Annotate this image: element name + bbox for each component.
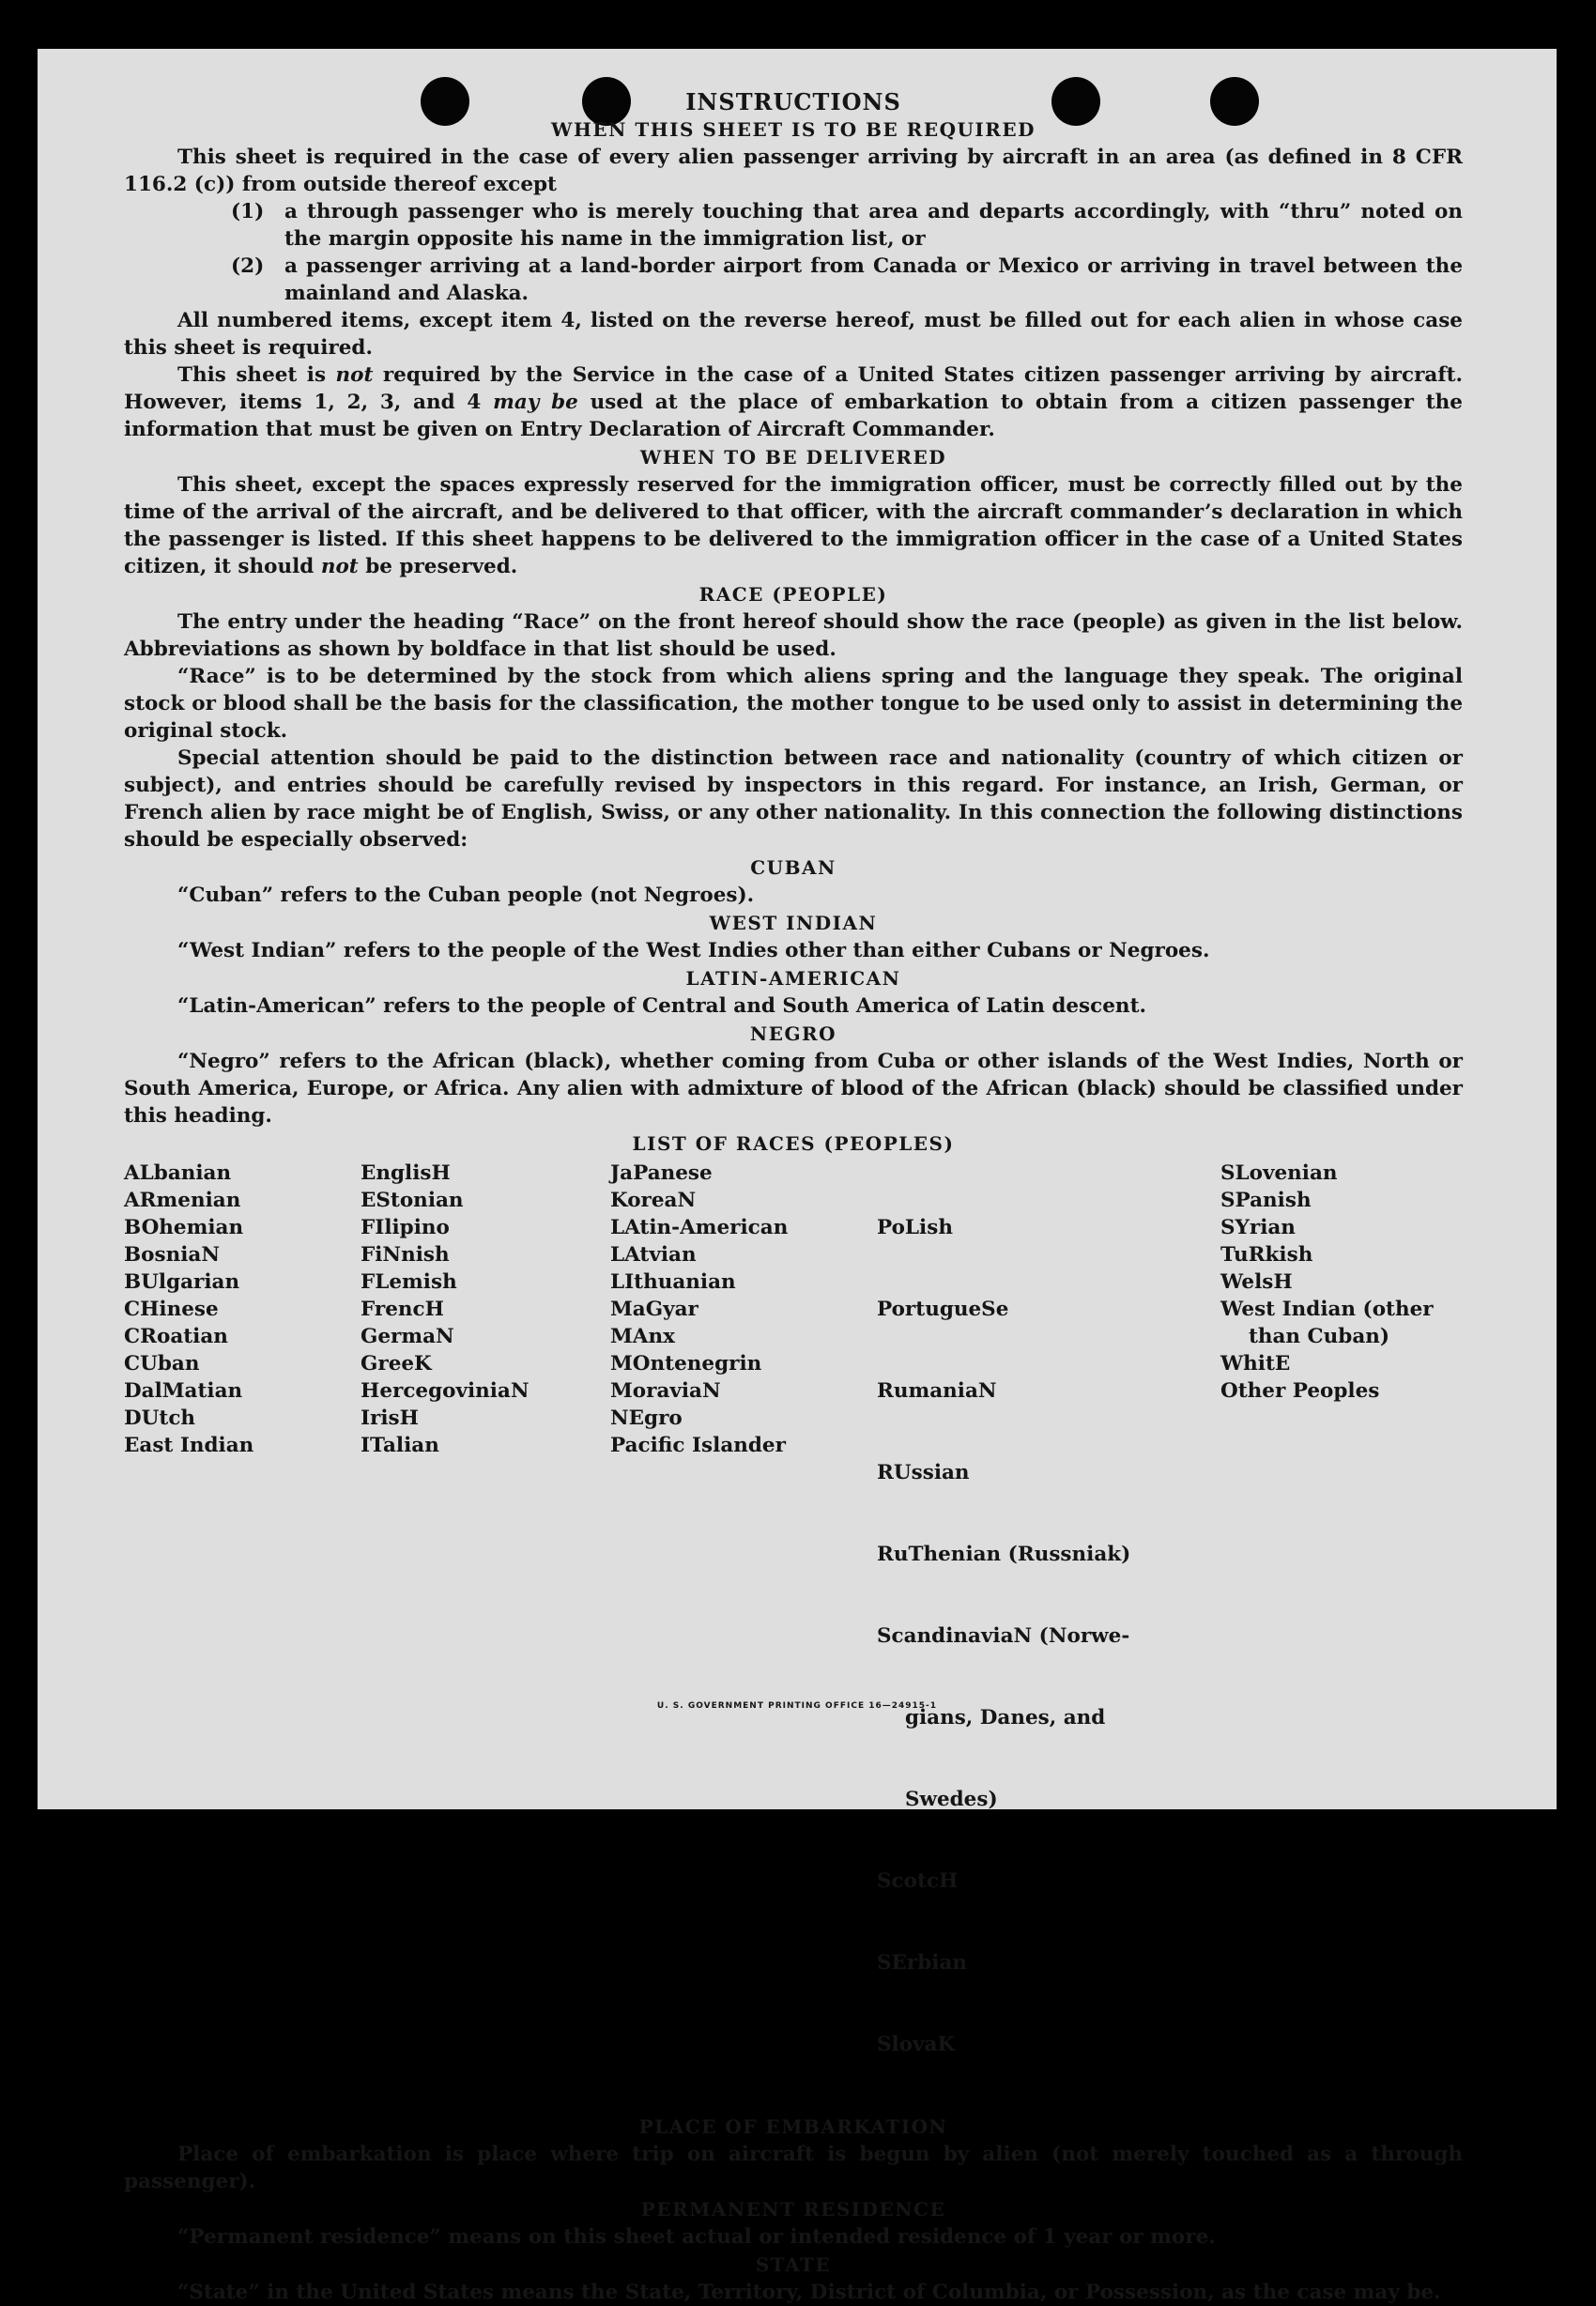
race-entry: TuRkish — [1220, 1243, 1313, 1267]
race-column — [877, 1160, 1220, 2113]
race-entry: FiNnish — [361, 1243, 450, 1267]
race-entry: CUban — [124, 1352, 200, 1376]
race-entry: RuThenian (Russniak) — [877, 1543, 1131, 1566]
paragraph: All numbered items, except item 4, listed on the reverse hereof, must be filled out for each alien in whose case this sheet is required. — [124, 309, 1463, 360]
race-entry: LAtvian — [610, 1243, 697, 1267]
paragraph: Special attention should be paid to the distinction between race and nationality (country of which citizen or subject), and entries should be carefully revised by inspectors in this regard. For instance, an Irish, German, or French alien by race might be of English, Swiss, or any other nationality. In this connection the following distinctions should be especially observed: — [124, 746, 1463, 852]
race-column — [361, 1160, 610, 2113]
paragraph: This sheet, except the spaces expressly reserved for the immigration officer, must be correctly filled out by the time of the arrival of the aircraft, and be delivered to that officer, with the aircraft commander’s declaration in which the passenger is listed. If this sheet happens to be delivered to the immigration officer in the case of a United States citizen, it should not be preserved. — [124, 473, 1463, 578]
race-entry: ITalian — [361, 1434, 439, 1457]
race-entry: West Indian (other — [1220, 1298, 1434, 1321]
paragraph: “West Indian” refers to the people of the West Indies other than either Cubans or Negroes. — [177, 939, 1210, 962]
race-entry: MoraviaN — [610, 1379, 721, 1403]
race-entry: EnglisH — [361, 1161, 451, 1185]
race-entry: SPanish — [1220, 1189, 1312, 1212]
race-entry: ARmenian — [124, 1189, 241, 1212]
paragraph: “Cuban” refers to the Cuban people (not Negroes). — [177, 884, 755, 907]
race-entry: RUssian — [877, 1461, 970, 1484]
section-title-delivered: WHEN TO BE DELIVERED — [639, 446, 947, 469]
document-sheet — [38, 49, 1557, 2304]
section-title-west-indian: WEST INDIAN — [709, 912, 878, 934]
race-entry: FIlipino — [361, 1216, 450, 1239]
race-entry: ScandinaviaN (Norwe- — [877, 1624, 1130, 1648]
race-column — [124, 1160, 361, 2113]
paragraph: “Negro” refers to the African (black), whether coming from Cuba or other islands of the West Indies, North or South America, Europe, or Africa. Any alien with admixture of blood of the African (black) should be classified under this heading. — [124, 1050, 1463, 1128]
paragraph: “Latin-American” refers to the people of Central and South America of Latin descent. — [177, 994, 1146, 1018]
page-heading: INSTRUCTIONS — [685, 88, 901, 115]
paragraph: Place of embarkation is place where trip on aircraft is begun by alien (not merely touched as a through passenger). — [124, 2143, 1463, 2193]
paragraph: The entry under the heading “Race” on the front hereof should show the race (people) as given in the list below. Abbreviations as shown by boldface in that list should be used. — [124, 610, 1463, 661]
race-entry: HercegoviniaN — [361, 1379, 529, 1403]
race-entry: CHinese — [124, 1298, 219, 1321]
race-column — [610, 1160, 877, 2113]
race-entry: Swedes) — [877, 1788, 998, 1811]
race-entry: DalMatian — [124, 1379, 243, 1403]
item-number: (2) — [231, 254, 265, 278]
race-entry: WelsH — [1220, 1270, 1293, 1294]
race-entry: DUtch — [124, 1407, 196, 1430]
race-entry: SErbian — [877, 1951, 968, 1975]
race-entry: SYrian — [1220, 1216, 1296, 1239]
race-entry: MAnx — [610, 1325, 675, 1348]
race-entry: East Indian — [124, 1434, 254, 1457]
race-list — [124, 1160, 1463, 2113]
race-entry: than Cuban) — [1220, 1325, 1390, 1348]
race-entry: LIthuanian — [610, 1270, 736, 1294]
race-entry: Other Peoples — [1220, 1379, 1380, 1403]
section-title-race: RACE (PEOPLE) — [698, 583, 888, 606]
race-entry: PortugueSe — [877, 1298, 1009, 1321]
paragraph: This sheet is required in the case of every alien passenger arriving by aircraft in an area (as defined in 8 CFR 116.2 (c)) from outside thereof except — [124, 146, 1463, 196]
race-column — [1220, 1160, 1455, 2113]
paragraph: “Race” is to be determined by the stock from which aliens spring and the language they speak. The original stock or blood shall be the basis for the classification, the mother tongue to be used only to assist in determining the original stock. — [124, 665, 1463, 743]
race-entry: FrencH — [361, 1298, 444, 1321]
race-entry: SLovenian — [1220, 1161, 1338, 1185]
section-title-residence: PERMANENT RESIDENCE — [640, 2198, 946, 2221]
race-entry: SlovaK — [877, 2033, 956, 2056]
race-entry: ScotcH — [877, 1869, 959, 1893]
race-entry: JaPanese — [610, 1161, 713, 1185]
item-number: (1) — [231, 200, 265, 223]
section-title-embarkation: PLACE OF EMBARKATION — [638, 2115, 948, 2138]
instructions-content — [124, 88, 1463, 2306]
race-entry: MOntenegrin — [610, 1352, 762, 1376]
race-entry: WhitE — [1220, 1352, 1291, 1376]
race-entry: MaGyar — [610, 1298, 698, 1321]
race-entry: BOhemian — [124, 1216, 244, 1239]
race-entry: IrisH — [361, 1407, 419, 1430]
race-entry: Pacific Islander — [610, 1434, 786, 1457]
race-entry: EStonian — [361, 1189, 464, 1212]
race-entry: BosniaN — [124, 1243, 220, 1267]
list-item — [231, 253, 1463, 307]
section-title-state: STATE — [755, 2253, 832, 2276]
section-title-negro: NEGRO — [749, 1022, 837, 1045]
item-text: a through passenger who is merely touching that area and departs accordingly, with “thru” noted on the margin opposite his name in the immigration list, or — [284, 200, 1463, 251]
race-entry: gians, Danes, and — [877, 1706, 1106, 1730]
race-entry: GermaN — [361, 1325, 454, 1348]
race-entry: LAtin-American — [610, 1216, 789, 1239]
race-entry: RumaniaN — [877, 1379, 997, 1403]
paragraph: “Permanent residence” means on this sheet actual or intended residence of 1 year or more. — [177, 2225, 1216, 2249]
race-entry: NEgro — [610, 1407, 683, 1430]
race-entry: CRoatian — [124, 1325, 228, 1348]
race-entry: GreeK — [361, 1352, 432, 1376]
section-title-list-of-races: LIST OF RACES (PEOPLES) — [632, 1132, 955, 1155]
list-item — [231, 198, 1463, 253]
paragraph: This sheet is not required by the Service in the case of a United States citizen passenger arriving by aircraft. However, items 1, 2, 3, and 4 may be used at the place of embarkation to obtain from a citizen passenger the information that must be given on Entry Declaration of Aircraft Commander. — [124, 363, 1463, 441]
section-title-cuban: CUBAN — [750, 856, 836, 879]
section-title-required: WHEN THIS SHEET IS TO BE REQUIRED — [551, 118, 1036, 141]
race-entry: ALbanian — [124, 1161, 232, 1185]
paragraph: “State” in the United States means the State, Territory, District of Columbia, or Possession, as the case may be. — [177, 2281, 1441, 2304]
race-entry: BUlgarian — [124, 1270, 240, 1294]
race-entry: PoLish — [877, 1216, 953, 1239]
race-entry: FLemish — [361, 1270, 457, 1294]
printing-office-footer: U. S. GOVERNMENT PRINTING OFFICE 16—24915-1 — [656, 1701, 938, 1711]
section-title-latin-american: LATIN-AMERICAN — [685, 967, 901, 990]
item-text: a passenger arriving at a land-border airport from Canada or Mexico or arriving in travel between the mainland and Alaska. — [284, 254, 1463, 305]
race-entry: KoreaN — [610, 1189, 697, 1212]
